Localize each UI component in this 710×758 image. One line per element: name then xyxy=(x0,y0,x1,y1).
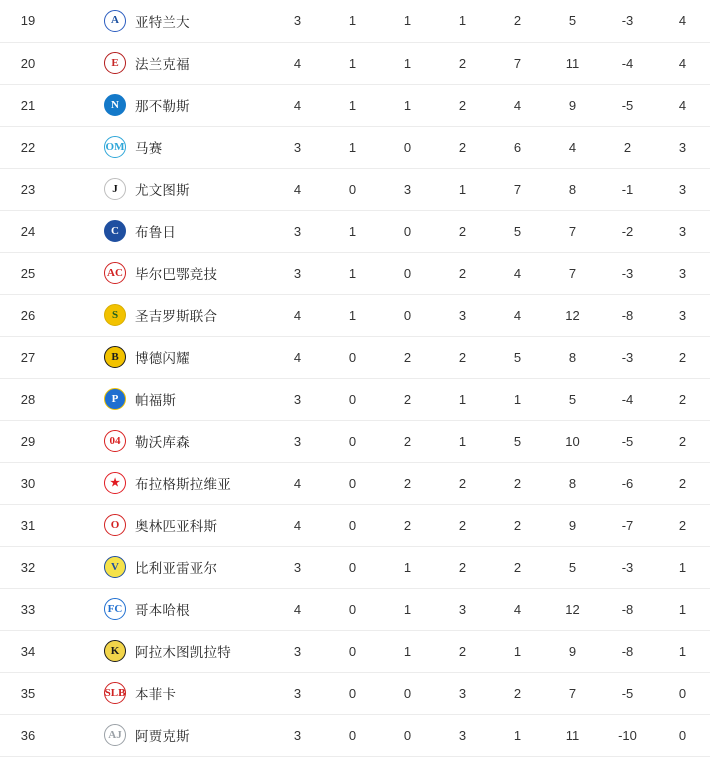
win-cell: 0 xyxy=(325,420,380,462)
win-cell: 1 xyxy=(325,294,380,336)
loss-cell: 3 xyxy=(435,588,490,630)
draw-cell: 1 xyxy=(380,84,435,126)
win-cell: 1 xyxy=(325,210,380,252)
team-crest-glyph: V xyxy=(111,560,119,573)
loss-cell: 1 xyxy=(435,378,490,420)
win-cell: 0 xyxy=(325,714,380,756)
table-row[interactable] xyxy=(0,42,710,84)
goals-against-cell: 12 xyxy=(545,294,600,336)
table-row[interactable] xyxy=(0,0,710,42)
team-cell[interactable] xyxy=(56,210,270,252)
points-cell: 4 xyxy=(655,42,710,84)
loss-cell: 3 xyxy=(435,714,490,756)
goals-for-cell: 4 xyxy=(490,588,545,630)
goals-for-cell: 5 xyxy=(490,210,545,252)
points-cell: 0 xyxy=(655,672,710,714)
team-crest-icon xyxy=(104,598,126,620)
goals-against-cell: 7 xyxy=(545,252,600,294)
draw-cell: 0 xyxy=(380,126,435,168)
played-cell: 4 xyxy=(270,462,325,504)
rank-cell: 21 xyxy=(0,84,56,126)
rank-cell: 22 xyxy=(0,126,56,168)
team-crest-glyph: K xyxy=(110,644,120,657)
loss-cell: 2 xyxy=(435,336,490,378)
team-name: 那不勒斯 xyxy=(135,99,190,114)
draw-cell: 2 xyxy=(380,504,435,546)
table-row[interactable] xyxy=(0,84,710,126)
draw-cell: 1 xyxy=(380,546,435,588)
goals-against-cell: 9 xyxy=(545,630,600,672)
team-crest-icon xyxy=(104,472,126,494)
team-crest-glyph: AC xyxy=(107,266,123,279)
team-name: 布鲁日 xyxy=(135,225,177,240)
draw-cell: 0 xyxy=(380,252,435,294)
goal-diff-cell: -3 xyxy=(600,546,655,588)
draw-cell: 2 xyxy=(380,336,435,378)
rank-cell: 35 xyxy=(0,672,56,714)
team-name: 哥本哈根 xyxy=(135,603,190,618)
draw-cell: 1 xyxy=(380,42,435,84)
played-cell: 3 xyxy=(270,546,325,588)
team-crest-icon xyxy=(104,640,126,662)
goals-for-cell: 1 xyxy=(490,630,545,672)
goal-diff-cell: -5 xyxy=(600,420,655,462)
team-crest-glyph: A xyxy=(111,14,119,27)
table-row[interactable] xyxy=(0,546,710,588)
points-cell: 0 xyxy=(655,714,710,756)
table-row[interactable] xyxy=(0,588,710,630)
team-name: 比利亚雷亚尔 xyxy=(135,561,218,576)
team-crest-icon xyxy=(104,682,126,704)
goal-diff-cell: -5 xyxy=(600,672,655,714)
team-crest-glyph: J xyxy=(112,182,118,195)
team-cell[interactable] xyxy=(56,714,270,756)
points-cell: 1 xyxy=(655,546,710,588)
win-cell: 0 xyxy=(325,168,380,210)
goals-for-cell: 7 xyxy=(490,42,545,84)
team-name: 勒沃库森 xyxy=(135,435,190,450)
team-name: 法兰克福 xyxy=(135,57,190,72)
rank-cell: 28 xyxy=(0,378,56,420)
played-cell: 4 xyxy=(270,42,325,84)
points-cell: 2 xyxy=(655,378,710,420)
team-cell[interactable] xyxy=(56,672,270,714)
team-cell[interactable] xyxy=(56,462,270,504)
points-cell: 1 xyxy=(655,630,710,672)
team-crest-icon xyxy=(104,430,126,452)
points-cell: 2 xyxy=(655,462,710,504)
goals-against-cell: 9 xyxy=(545,504,600,546)
draw-cell: 3 xyxy=(380,168,435,210)
played-cell: 3 xyxy=(270,630,325,672)
goals-against-cell: 12 xyxy=(545,588,600,630)
team-crest-icon xyxy=(104,304,126,326)
goal-diff-cell: -10 xyxy=(600,714,655,756)
goals-for-cell: 2 xyxy=(490,504,545,546)
goals-against-cell: 8 xyxy=(545,462,600,504)
team-crest-icon xyxy=(104,724,126,746)
played-cell: 3 xyxy=(270,714,325,756)
played-cell: 4 xyxy=(270,336,325,378)
team-crest-icon xyxy=(104,262,126,284)
played-cell: 3 xyxy=(270,126,325,168)
table-row[interactable] xyxy=(0,672,710,714)
points-cell: 1 xyxy=(655,588,710,630)
win-cell: 0 xyxy=(325,336,380,378)
table-row[interactable] xyxy=(0,714,710,756)
goals-for-cell: 1 xyxy=(490,378,545,420)
goals-for-cell: 5 xyxy=(490,336,545,378)
team-name: 帕福斯 xyxy=(135,393,177,408)
played-cell: 3 xyxy=(270,252,325,294)
draw-cell: 2 xyxy=(380,462,435,504)
points-cell: 4 xyxy=(655,0,710,42)
played-cell: 4 xyxy=(270,168,325,210)
draw-cell: 1 xyxy=(380,0,435,42)
played-cell: 3 xyxy=(270,672,325,714)
played-cell: 3 xyxy=(270,210,325,252)
points-cell: 3 xyxy=(655,210,710,252)
team-name: 本菲卡 xyxy=(135,687,177,702)
table-row[interactable] xyxy=(0,294,710,336)
team-name: 布拉格斯拉维亚 xyxy=(135,477,231,492)
team-crest-glyph: O xyxy=(110,518,120,531)
win-cell: 1 xyxy=(325,252,380,294)
team-crest-glyph: ★ xyxy=(110,476,120,489)
team-crest-icon xyxy=(104,220,126,242)
rank-cell: 34 xyxy=(0,630,56,672)
goal-diff-cell: -8 xyxy=(600,588,655,630)
rank-cell: 31 xyxy=(0,504,56,546)
points-cell: 2 xyxy=(655,420,710,462)
win-cell: 0 xyxy=(325,378,380,420)
team-name: 阿拉木图凯拉特 xyxy=(135,645,231,660)
goal-diff-cell: -7 xyxy=(600,504,655,546)
goals-against-cell: 7 xyxy=(545,672,600,714)
table-row[interactable] xyxy=(0,168,710,210)
rank-cell: 32 xyxy=(0,546,56,588)
points-cell: 4 xyxy=(655,84,710,126)
goals-against-cell: 11 xyxy=(545,42,600,84)
team-cell[interactable] xyxy=(56,84,270,126)
table-row[interactable] xyxy=(0,378,710,420)
goals-against-cell: 5 xyxy=(545,0,600,42)
team-crest-icon xyxy=(104,136,126,158)
goals-against-cell: 4 xyxy=(545,126,600,168)
goals-for-cell: 2 xyxy=(490,0,545,42)
draw-cell: 0 xyxy=(380,714,435,756)
loss-cell: 2 xyxy=(435,210,490,252)
played-cell: 3 xyxy=(270,378,325,420)
loss-cell: 2 xyxy=(435,504,490,546)
goals-against-cell: 10 xyxy=(545,420,600,462)
goals-against-cell: 8 xyxy=(545,336,600,378)
draw-cell: 0 xyxy=(380,672,435,714)
team-crest-icon xyxy=(104,178,126,200)
team-name: 阿贾克斯 xyxy=(135,729,190,744)
win-cell: 0 xyxy=(325,630,380,672)
loss-cell: 1 xyxy=(435,168,490,210)
loss-cell: 2 xyxy=(435,42,490,84)
goal-diff-cell: 2 xyxy=(600,126,655,168)
team-cell[interactable] xyxy=(56,126,270,168)
played-cell: 4 xyxy=(270,588,325,630)
draw-cell: 0 xyxy=(380,294,435,336)
rank-cell: 26 xyxy=(0,294,56,336)
team-cell[interactable] xyxy=(56,546,270,588)
win-cell: 1 xyxy=(325,42,380,84)
played-cell: 3 xyxy=(270,0,325,42)
team-cell[interactable] xyxy=(56,504,270,546)
rank-cell: 29 xyxy=(0,420,56,462)
goals-for-cell: 2 xyxy=(490,546,545,588)
loss-cell: 2 xyxy=(435,546,490,588)
goals-against-cell: 8 xyxy=(545,168,600,210)
draw-cell: 0 xyxy=(380,210,435,252)
team-crest-glyph: FC xyxy=(107,602,123,615)
team-cell[interactable] xyxy=(56,378,270,420)
team-crest-glyph: OM xyxy=(105,140,125,153)
team-cell[interactable] xyxy=(56,420,270,462)
goals-for-cell: 5 xyxy=(490,420,545,462)
goal-diff-cell: -6 xyxy=(600,462,655,504)
goal-diff-cell: -4 xyxy=(600,42,655,84)
team-cell[interactable] xyxy=(56,252,270,294)
team-crest-glyph: AJ xyxy=(108,728,122,741)
table-row[interactable] xyxy=(0,126,710,168)
goals-for-cell: 2 xyxy=(490,462,545,504)
goal-diff-cell: -5 xyxy=(600,84,655,126)
team-crest-icon xyxy=(104,514,126,536)
team-crest-glyph: SLB xyxy=(104,686,126,699)
draw-cell: 1 xyxy=(380,588,435,630)
win-cell: 0 xyxy=(325,546,380,588)
team-cell[interactable] xyxy=(56,336,270,378)
table-row[interactable] xyxy=(0,210,710,252)
rank-cell: 19 xyxy=(0,0,56,42)
team-name: 亚特兰大 xyxy=(135,14,190,30)
table-row[interactable] xyxy=(0,504,710,546)
goals-against-cell: 5 xyxy=(545,378,600,420)
table-row[interactable] xyxy=(0,420,710,462)
win-cell: 1 xyxy=(325,84,380,126)
played-cell: 3 xyxy=(270,420,325,462)
rank-cell: 30 xyxy=(0,462,56,504)
team-name: 毕尔巴鄂竞技 xyxy=(135,267,218,282)
played-cell: 4 xyxy=(270,84,325,126)
goal-diff-cell: -2 xyxy=(600,210,655,252)
points-cell: 3 xyxy=(655,252,710,294)
points-cell: 2 xyxy=(655,504,710,546)
loss-cell: 1 xyxy=(435,0,490,42)
team-crest-glyph: S xyxy=(111,308,119,321)
team-crest-glyph: B xyxy=(111,350,119,363)
rank-cell: 20 xyxy=(0,42,56,84)
team-name: 奥林匹亚科斯 xyxy=(135,519,218,534)
team-cell[interactable] xyxy=(56,588,270,630)
table-row[interactable] xyxy=(0,252,710,294)
draw-cell: 2 xyxy=(380,378,435,420)
team-cell[interactable] xyxy=(56,168,270,210)
team-crest-glyph: N xyxy=(111,98,119,111)
rank-cell: 27 xyxy=(0,336,56,378)
goals-for-cell: 2 xyxy=(490,672,545,714)
win-cell: 0 xyxy=(325,588,380,630)
table-row[interactable] xyxy=(0,462,710,504)
goal-diff-cell: -4 xyxy=(600,378,655,420)
table-row[interactable] xyxy=(0,630,710,672)
team-crest-glyph: 04 xyxy=(109,434,121,447)
goals-against-cell: 7 xyxy=(545,210,600,252)
team-name: 尤文图斯 xyxy=(135,183,190,198)
win-cell: 0 xyxy=(325,672,380,714)
team-crest-icon xyxy=(104,52,126,74)
team-crest-icon xyxy=(104,556,126,578)
loss-cell: 2 xyxy=(435,126,490,168)
team-cell[interactable] xyxy=(56,294,270,336)
draw-cell: 2 xyxy=(380,420,435,462)
goals-for-cell: 6 xyxy=(490,126,545,168)
table-row[interactable] xyxy=(0,336,710,378)
team-cell[interactable] xyxy=(56,630,270,672)
rank-cell: 33 xyxy=(0,588,56,630)
team-crest-glyph: P xyxy=(111,392,119,405)
team-name: 圣吉罗斯联合 xyxy=(135,309,218,324)
team-crest-icon xyxy=(104,94,126,116)
win-cell: 0 xyxy=(325,462,380,504)
loss-cell: 2 xyxy=(435,252,490,294)
goal-diff-cell: -3 xyxy=(600,0,655,42)
rank-cell: 24 xyxy=(0,210,56,252)
draw-cell: 1 xyxy=(380,630,435,672)
team-cell[interactable] xyxy=(56,0,270,42)
points-cell: 3 xyxy=(655,168,710,210)
win-cell: 1 xyxy=(325,0,380,42)
win-cell: 0 xyxy=(325,504,380,546)
points-cell: 2 xyxy=(655,336,710,378)
loss-cell: 2 xyxy=(435,630,490,672)
team-name: 马赛 xyxy=(135,141,163,156)
loss-cell: 2 xyxy=(435,462,490,504)
goal-diff-cell: -3 xyxy=(600,252,655,294)
goals-against-cell: 9 xyxy=(545,84,600,126)
goal-diff-cell: -8 xyxy=(600,630,655,672)
goals-for-cell: 7 xyxy=(490,168,545,210)
team-name: 博德闪耀 xyxy=(135,351,190,366)
goals-for-cell: 4 xyxy=(490,294,545,336)
team-crest-glyph: C xyxy=(111,224,119,237)
loss-cell: 3 xyxy=(435,672,490,714)
points-cell: 3 xyxy=(655,126,710,168)
goals-for-cell: 4 xyxy=(490,84,545,126)
team-crest-icon xyxy=(104,346,126,368)
team-cell[interactable] xyxy=(56,42,270,84)
played-cell: 4 xyxy=(270,294,325,336)
team-crest-glyph: E xyxy=(111,56,119,69)
goal-diff-cell: -1 xyxy=(600,168,655,210)
points-cell: 3 xyxy=(655,294,710,336)
goals-for-cell: 1 xyxy=(490,714,545,756)
rank-cell: 36 xyxy=(0,714,56,756)
team-crest-icon xyxy=(104,388,126,410)
goal-diff-cell: -8 xyxy=(600,294,655,336)
loss-cell: 1 xyxy=(435,420,490,462)
rank-cell: 23 xyxy=(0,168,56,210)
goals-for-cell: 4 xyxy=(490,252,545,294)
played-cell: 4 xyxy=(270,504,325,546)
loss-cell: 2 xyxy=(435,84,490,126)
goal-diff-cell: -3 xyxy=(600,336,655,378)
rank-cell: 25 xyxy=(0,252,56,294)
win-cell: 1 xyxy=(325,126,380,168)
loss-cell: 3 xyxy=(435,294,490,336)
team-crest-icon xyxy=(104,10,126,32)
goals-against-cell: 11 xyxy=(545,714,600,756)
goals-against-cell: 5 xyxy=(545,546,600,588)
